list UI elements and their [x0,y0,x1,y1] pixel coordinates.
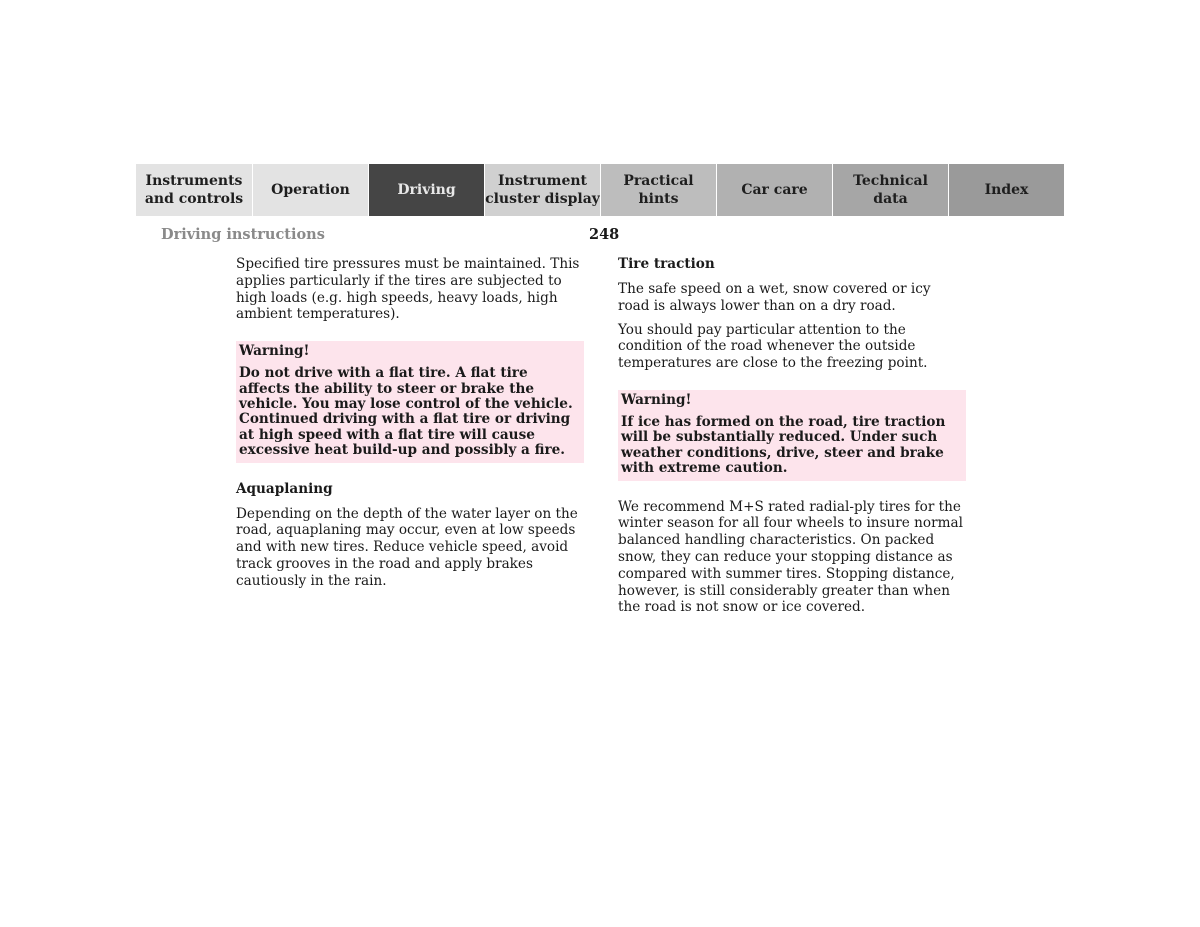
aquaplaning-paragraph: Depending on the depth of the water layer on the road, aquaplaning may occur, even at low speeds and with new tires. Reduce vehicle speed, avoid track grooves in the road and apply brakes cautiously in the rain. [236,505,578,589]
tab-car-care[interactable]: Car care [716,164,832,216]
ice-warning [618,390,966,481]
tab-instruments-and-controls[interactable]: Instruments and controls [136,164,252,216]
tab-driving[interactable]: Driving [368,164,484,216]
winter-tires-paragraph: We recommend M+S rated radial-ply tires for the winter season for all four wheels to insure normal balanced handling characteristics. On packed snow, they can reduce your stopping distance as compared with summer tires. Stopping distance, however, is still considerably greater than when the road is not snow or ice covered. [618,498,963,616]
tab-practical-hints[interactable]: Practical hints [600,164,716,216]
warning-title: Warning! [239,343,310,360]
aquaplaning-heading: Aquaplaning [236,480,333,497]
chapter-tabs [136,164,1064,216]
tab-instrument-cluster-display[interactable]: Instrument cluster display [484,164,600,216]
traction-paragraph-1: The safe speed on a wet, snow covered or icy road is always lower than on a dry road. [618,281,931,314]
warning-body: Do not drive with a flat tire. A flat tire affects the ability to steer or brake the vehicle. You may lose control of the vehicle. Continued driving with a flat tire or driving at high speed with a flat tire will cause excessive heat build-up and possibly a fire. [239,365,573,459]
tab-technical-data[interactable]: Technical data [832,164,948,216]
warning-title: Warning! [621,391,692,408]
tire-traction-heading: Tire traction [618,256,715,272]
tab-index[interactable]: Index [948,164,1064,216]
traction-paragraph-2: You should pay particular attention to the condition of the road whenever the outside temperatures are close to the freezing point. [618,321,928,372]
left-column [236,256,584,597]
right-column [618,256,966,623]
warning-body: If ice has formed on the road, tire traction will be substantially reduced. Under such weather conditions, drive, steer and brake with extreme caution. [621,413,946,477]
flat-tire-warning [236,341,584,462]
section-title: Driving instructions [161,226,325,243]
tab-operation[interactable]: Operation [252,164,368,216]
page-number: 248 [589,226,620,243]
tire-pressure-paragraph: Specified tire pressures must be maintained. This applies particularly if the tires are subjected to high loads (e.g. high speeds, heavy loads, high ambient temperatures). [236,256,580,323]
